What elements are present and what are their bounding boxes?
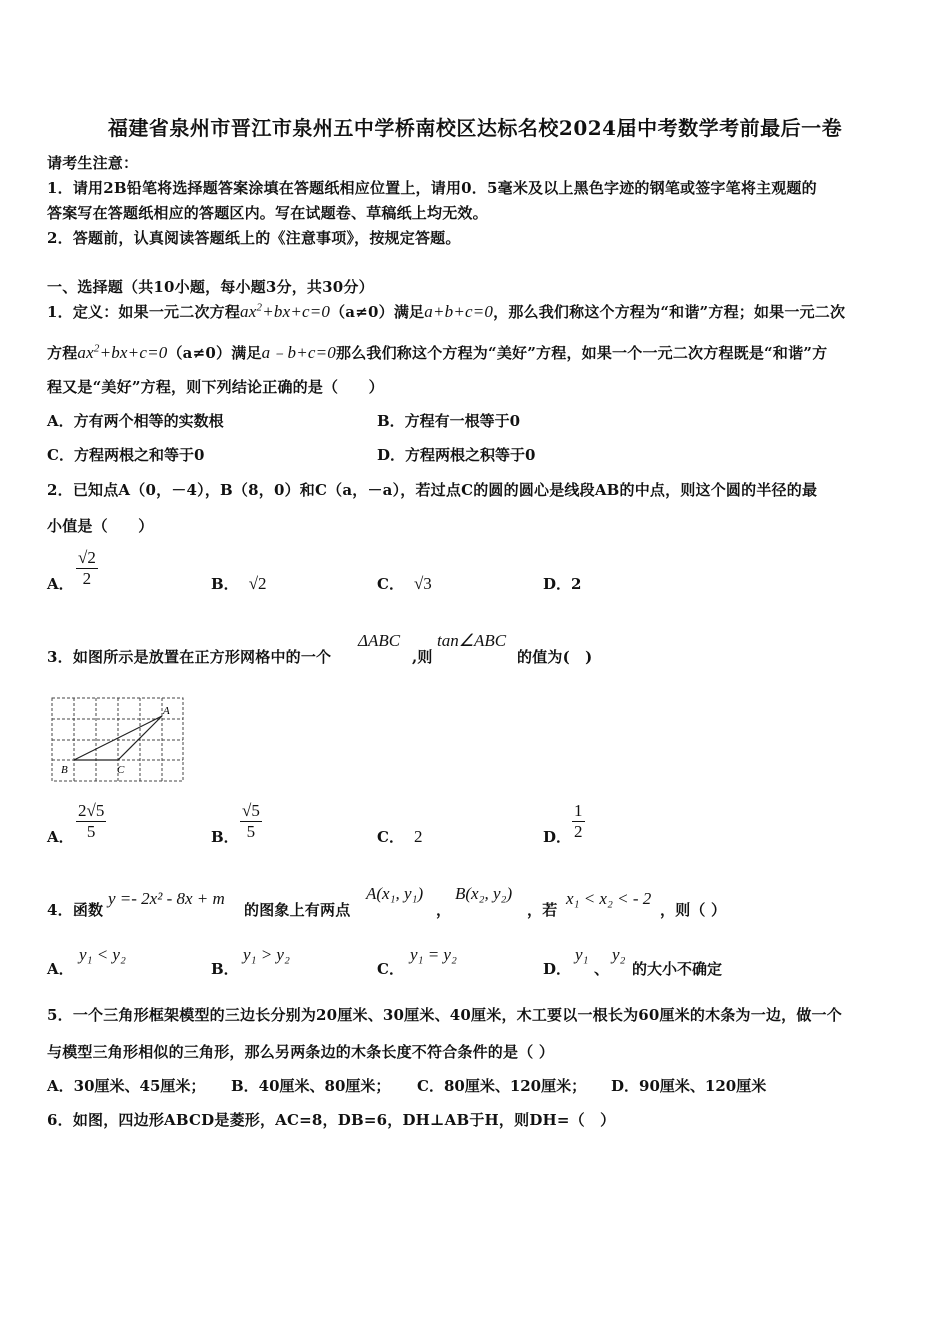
q4-stem-mid: 的图象上有两点 [244,901,351,919]
q5-line-1: 5．一个三角形框架模型的三边长分别为20厘米、30厘米、40厘米，木工要以一根长为60厘米的木条为一边，做一个 [47,1006,842,1024]
q3-option-c[interactable]: C． 2 [377,827,423,846]
q3-option-a[interactable]: A． [47,828,74,846]
q4-option-d-sep: 、 [594,960,610,978]
q4-point-b: B(x₂, y₂) [455,884,513,903]
notice-item-2: 2．答题前，认真阅读答题纸上的《注意事项》，按规定答题。 [47,229,461,247]
notice-item-1-line-2: 答案写在答题纸相应的答题区内。写在试题卷、草稿纸上均无效。 [47,204,488,222]
q3-point-b-label: B [61,764,68,776]
q4-stem-post: ，则（ ） [660,901,727,919]
q2-option-a[interactable]: A． [47,575,74,593]
q3-stem-post: 的值为( ) [517,648,593,666]
q2-option-b[interactable]: B． √2 [211,574,267,593]
q3-option-d-fraction: $\frac{1}{2}$ [574,801,583,841]
notice-item-1-line-1: 1．请用2B铅笔将选择题答案涂填在答题纸相应位置上，请用0．5毫米及以上黑色字迹的钢笔或签字笔将主观题的 [47,179,817,197]
q1-text: 1．定义：如果一元二次方程 [47,303,241,321]
q4-option-d-text: 的大小不确定 [632,960,723,978]
q3-triangle-symbol: ΔABC [358,631,401,650]
page-title: 福建省泉州市晋江市泉州五中学桥南校区达标名校2024届中考数学考前最后一卷 [107,116,843,140]
q5-option-b[interactable]: B．40厘米、80厘米； [231,1077,391,1095]
q5-option-c[interactable]: C．80厘米、120厘米； [417,1077,587,1095]
q4-option-b-expr: y₁ > y₂ [243,945,290,964]
q5-option-d[interactable]: D．90厘米、120厘米 [611,1077,767,1095]
q3-tan-expression: tan∠ABC [437,631,507,650]
section-heading: 一、选择题（共10小题，每小题3分，共30分） [47,278,374,296]
q4-option-a-expr: y₁ < y₂ [79,945,126,964]
q5-option-a[interactable]: A．30厘米、45厘米； [47,1077,206,1095]
q4-option-d-y1: y₁ [575,945,589,964]
q1-line-3: 程又是“美好”方程，则下列结论正确的是（ ） [47,378,384,396]
q1-text-3: 方程 [47,344,78,362]
q4-function: y =- 2x² - 8x + m [108,889,225,908]
q1-condition-1: （a≠0）满足 [330,303,425,321]
q2-line-1: 2．已知点A（0，－4），B（8，0）和C（a，－a），若过点C的圆的圆心是线段AB的中点，则这个圆的半径的最 [47,481,818,499]
q2-option-d[interactable]: D．2 [543,575,582,593]
q4-option-b[interactable]: B． [211,960,239,978]
q4-if: ，若 [527,901,558,919]
q4-stem-pre: 4．函数 [47,901,104,919]
q3-option-b-fraction: $\frac{√5}{5}$ [242,801,260,841]
q1-option-d[interactable]: D．方程两根之积等于0 [377,446,536,464]
q3-grid-figure [47,694,187,786]
q1-condition-2-eq: a﹣b+c=0 [261,343,336,362]
q4-comma: ， [436,901,452,919]
q4-point-a: A(x₁, y₁) [366,884,424,903]
q1-equation-2: $ax^2+bx+c=0$ [77,342,168,362]
q4-condition: x₁ < x₂ < - 2 [566,889,652,908]
q2-line-2: 小值是（ ） [47,517,154,535]
q4-option-c[interactable]: C． [377,960,404,978]
q4-option-c-expr: y₁ = y₂ [410,945,457,964]
q1-condition-1-eq: a+b+c=0 [424,302,494,321]
q2-option-a-fraction: $\frac{√2}{2}$ [78,548,96,588]
q3-stem: 3．如图所示是放置在正方形网格中的一个 [47,648,332,666]
q3-stem-mid: ,则 [412,648,433,666]
notice-heading: 请考生注意： [47,154,139,172]
q1-condition-2: （a≠0）满足 [167,344,262,362]
q4-option-a[interactable]: A． [47,960,74,978]
q1-option-a[interactable]: A．方有两个相等的实数根 [47,412,224,430]
q3-option-d[interactable]: D． [543,828,572,846]
q4-option-d[interactable]: D． [543,960,572,978]
q2-option-c[interactable]: C． √3 [377,574,432,593]
q1-text-2: ，那么我们称这个方程为“和谐”方程；如果一元二次 [493,303,846,321]
q1-option-c[interactable]: C．方程两根之和等于0 [47,446,205,464]
q4-option-d-y2: y₂ [612,945,626,964]
q1-line-2 [47,338,827,363]
q1-text-4: 那么我们称这个方程为“美好”方程，如果一个一元二次方程既是“和谐”方 [336,344,828,362]
q3-point-a-label: A [163,705,170,717]
q5-line-2: 与模型三角形相似的三角形，那么另两条边的木条长度不符合条件的是（ ） [47,1043,555,1061]
q1-option-b[interactable]: B．方程有一根等于0 [377,412,521,430]
q3-point-c-label: C [117,764,125,776]
q3-option-a-fraction: $\frac{2√5}{5}$ [78,801,105,841]
q3-option-b[interactable]: B． [211,828,239,846]
q1-equation-1: $ax^2+bx+c=0$ [240,301,331,321]
q6-line-1: 6．如图，四边形ABCD是菱形，AC=8，DB=6，DH⊥AB于H，则DH=（ ） [47,1111,616,1129]
q1-line-1 [47,301,845,322]
